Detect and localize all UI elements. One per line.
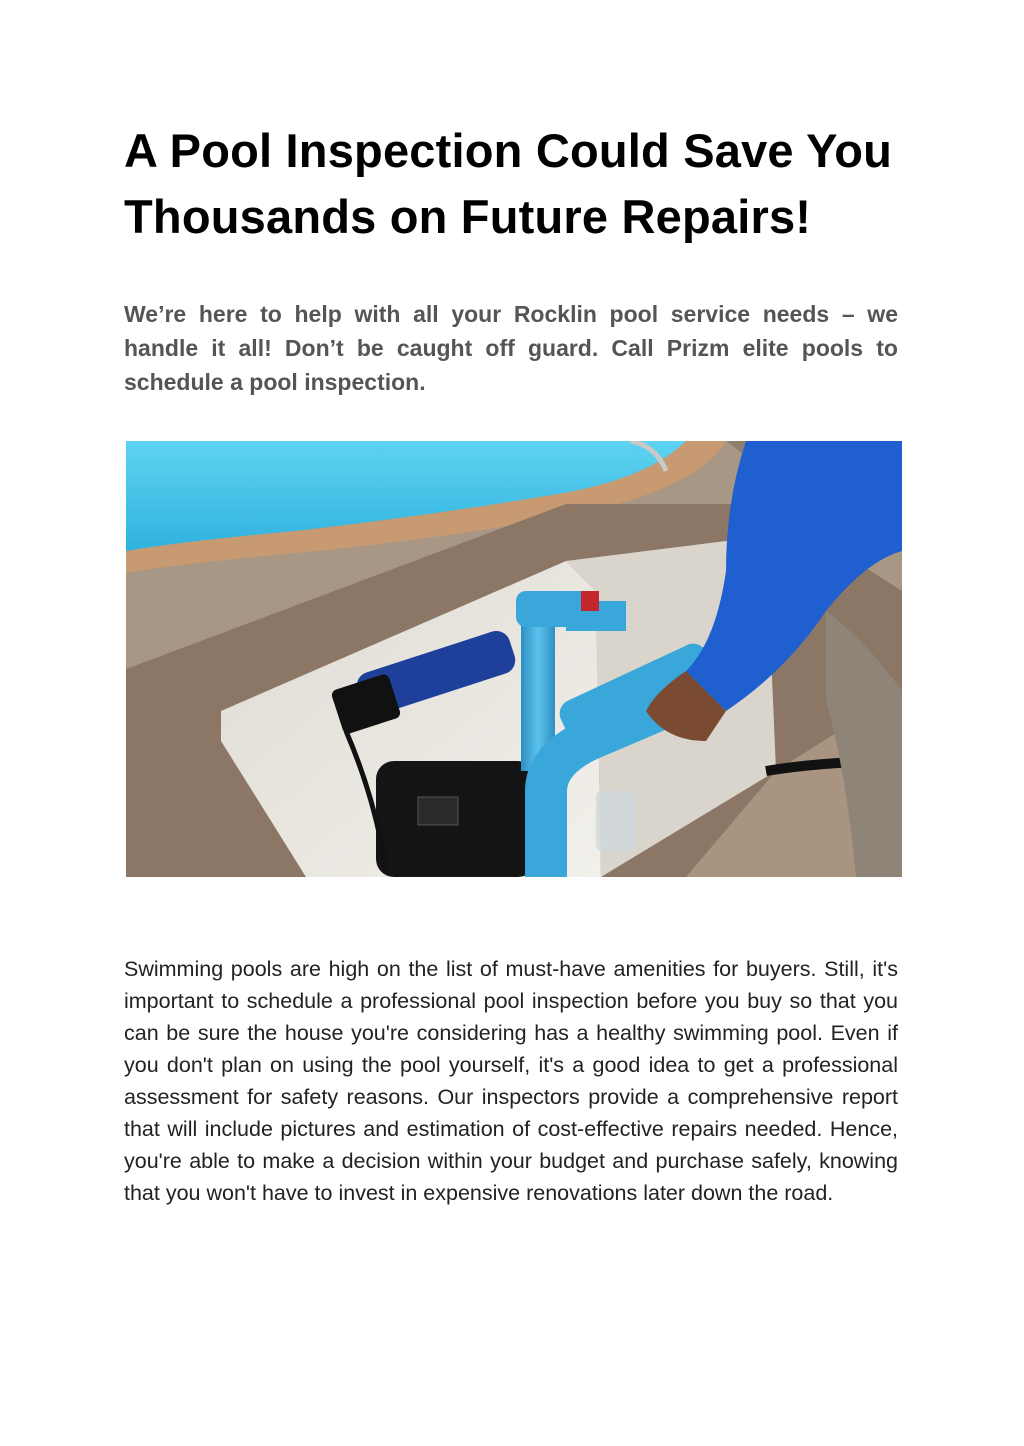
body-paragraph: Swimming pools are high on the list of must-have amenities for buyers. Still, it's important to schedule a professional pool inspection before you buy so that you can be sure the house you're considering has a healthy swimming pool. Even if you don't plan on using the pool yourself, it's a good idea to get a professional assessment for safety reasons. Our inspectors provide a comprehensive report that will include pictures and estimation of cost-effective repairs needed. Hence, you're able to make a decision within your budget and purchase safely, knowing that you won't have to invest in expensive renovations later down the road. [124, 957, 898, 1205]
filter-basket [596, 791, 636, 851]
page-title: A Pool Inspection Could Save You Thousands on Future Repairs! [124, 124, 893, 243]
valve-handle [581, 591, 599, 611]
photo-illustration [126, 441, 902, 877]
pool-pump-photo [126, 441, 902, 877]
page-subtitle: We’re here to help with all your Rocklin pool service needs – we handle it all! Don’t be caught off guard. Call Prizm elite pools to schedule a pool inspection. [124, 301, 898, 395]
